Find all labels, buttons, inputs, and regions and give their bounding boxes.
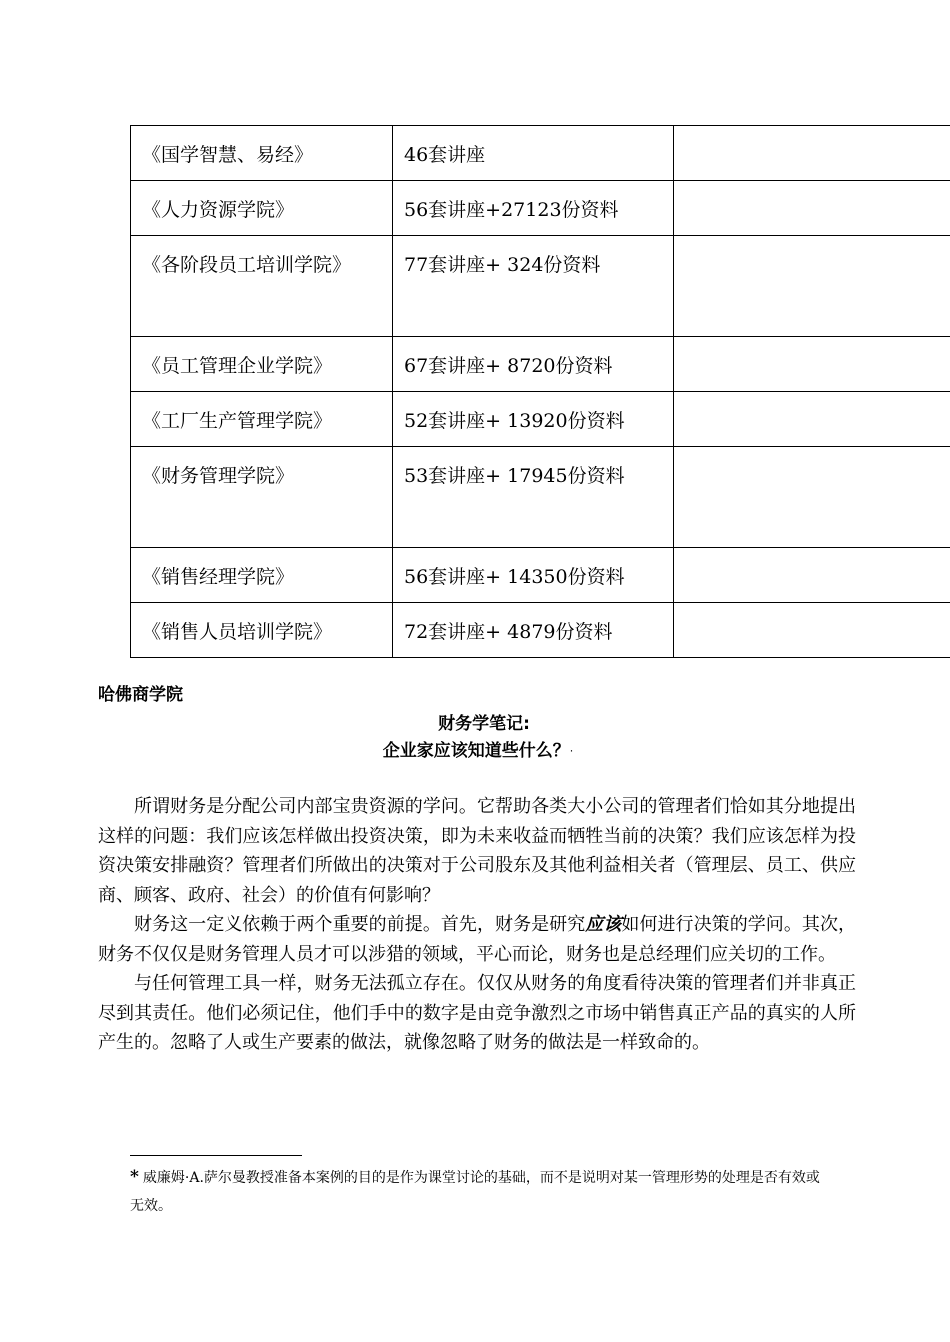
paragraph-2-end: 如何进行决策的学问。其次，财务不仅仅是财务管理人员才可以涉猎的领域，平心而论，财务也是总经理们应关切的工作。 <box>98 914 857 965</box>
table-row <box>131 126 950 181</box>
course-content: 46套讲座 <box>393 126 674 181</box>
doc-title <box>0 709 950 734</box>
footnote-mark: * <box>130 1167 139 1187</box>
course-content: 77套讲座+ 324份资料 <box>393 236 674 337</box>
footnote-text: 威廉姆·A.萨尔曼教授准备本案例的目的是作为课堂讨论的基础，而不是说明对某一管理形势的处理是否有效或无效。 <box>130 1170 820 1214</box>
course-content: 52套讲座+ 13920份资料 <box>393 392 674 447</box>
doc-title-line2: 企业家应该知道些什么？ <box>382 741 570 761</box>
emphasis-text: 应该 <box>585 914 622 935</box>
course-name: 《财务管理学院》 <box>131 447 393 548</box>
title-mark: · <box>569 744 574 758</box>
body-text <box>98 792 856 1058</box>
course-note <box>674 126 950 181</box>
course-name: 《工厂生产管理学院》 <box>131 392 393 447</box>
course-name: 《人力资源学院》 <box>131 181 393 236</box>
doc-subtitle <box>0 736 950 761</box>
paragraph-2-start: 财务这一定义依赖于两个重要的前提。首先，财务是研究 <box>134 914 586 935</box>
course-note <box>674 392 950 447</box>
course-content: 56套讲座+27123份资料 <box>393 181 674 236</box>
course-note <box>674 548 950 603</box>
footnote-divider <box>130 1155 302 1156</box>
course-note <box>674 236 950 337</box>
course-name: 《销售经理学院》 <box>131 548 393 603</box>
course-content: 56套讲座+ 14350份资料 <box>393 548 674 603</box>
course-name: 《员工管理企业学院》 <box>131 337 393 392</box>
course-table <box>130 125 950 658</box>
course-content: 67套讲座+ 8720份资料 <box>393 337 674 392</box>
table-row <box>131 447 950 548</box>
paragraph-1: 所谓财务是分配公司内部宝贵资源的学问。它帮助各类大小公司的管理者们恰如其分地提出这样的问题：我们应该怎样做出投资决策，即为未来收益而牺牲当前的决策？我们应该怎样为投资决策安排融资？管理者们所做出的决策对于公司股东及其他利益相关者（管理层、员工、供应商、顾客、政府、社会）的价值有何影响？ <box>98 796 856 906</box>
table-row <box>131 548 950 603</box>
footnote <box>130 1163 830 1220</box>
table-row <box>131 181 950 236</box>
course-note <box>674 181 950 236</box>
paragraph-3: 与任何管理工具一样，财务无法孤立存在。仅仅从财务的角度看待决策的管理者们并非真正尽到其责任。他们必须记住，他们手中的数字是由竞争激烈之市场中销售真正产品的真实的人所产生的。忽略了人或生产要素的做法，就像忽略了财务的做法是一样致命的。 <box>98 973 856 1053</box>
course-name: 《国学智慧、易经》 <box>131 126 393 181</box>
course-content: 72套讲座+ 4879份资料 <box>393 603 674 658</box>
course-name: 《销售人员培训学院》 <box>131 603 393 658</box>
table-row <box>131 236 950 337</box>
org-name: 哈佛商学院 <box>98 685 183 705</box>
course-name: 《各阶段员工培训学院》 <box>131 236 393 337</box>
doc-title-line1: 财务学笔记: <box>438 714 530 734</box>
table-row <box>131 603 950 658</box>
course-content: 53套讲座+ 17945份资料 <box>393 447 674 548</box>
paragraph-2 <box>98 910 856 969</box>
course-note <box>674 447 950 548</box>
table-row <box>131 392 950 447</box>
table-row <box>131 337 950 392</box>
course-note <box>674 337 950 392</box>
course-note <box>674 603 950 658</box>
